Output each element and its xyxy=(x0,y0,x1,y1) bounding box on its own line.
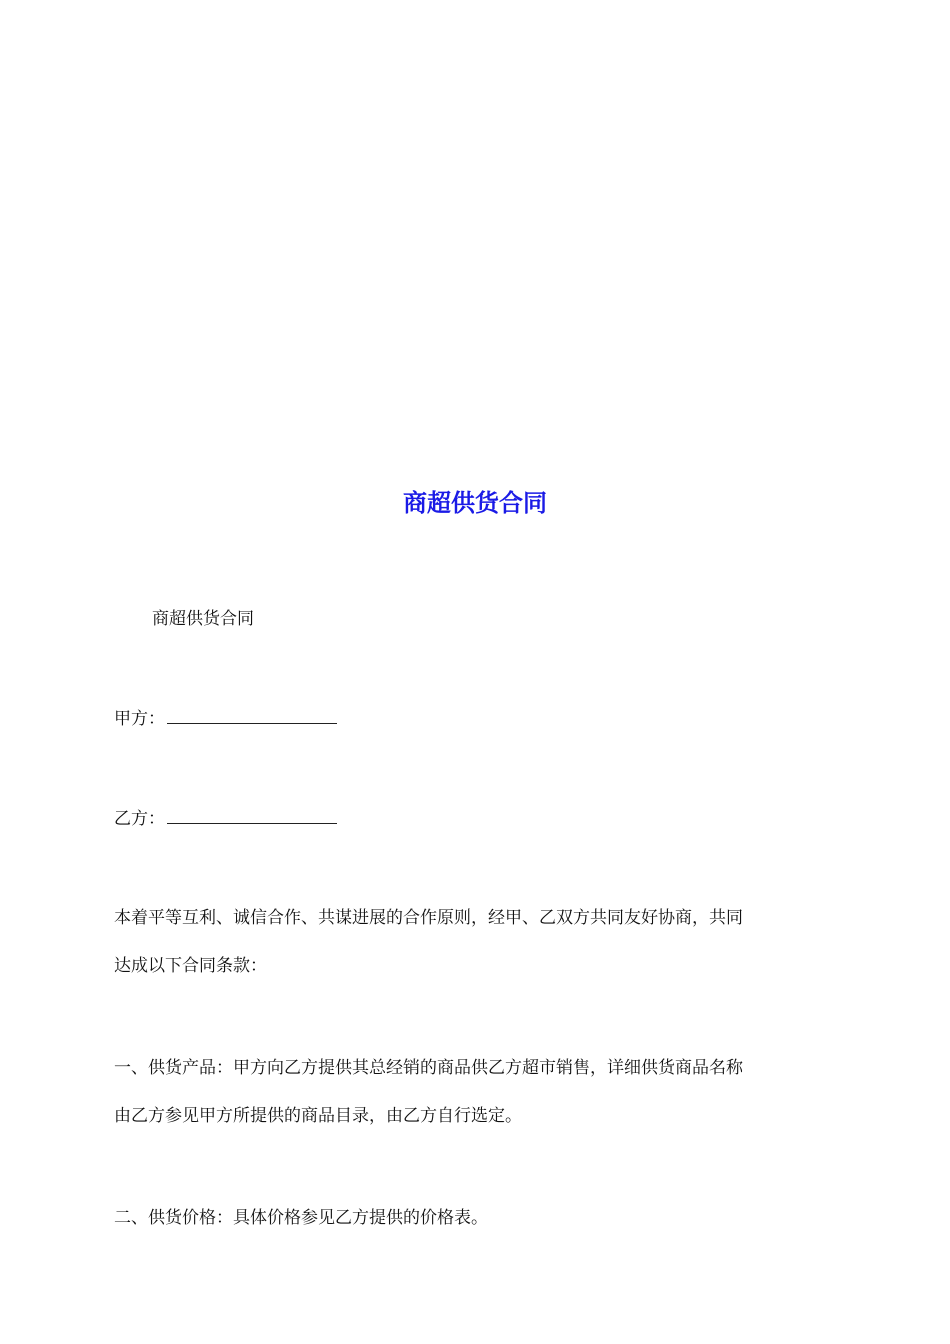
document-title: 商超供货合同 xyxy=(403,489,547,517)
party-b-line xyxy=(114,808,844,830)
clause-2-line-1: 二、供货价格：具体价格参见乙方提供的价格表。 xyxy=(114,1208,488,1228)
party-a-label: 甲方： xyxy=(114,709,165,729)
party-b-blank[interactable] xyxy=(167,809,337,824)
clause-1-line-2: 由乙方参见甲方所提供的商品目录，由乙方自行选定。 xyxy=(114,1106,522,1126)
intro-paragraph xyxy=(114,894,844,990)
intro-line-1: 本着平等互利、诚信合作、共谋进展的合作原则，经甲、乙双方共同友好协商，共同 xyxy=(114,908,743,928)
party-b-label: 乙方： xyxy=(114,809,165,829)
party-a-blank[interactable] xyxy=(167,709,337,724)
clause-2-paragraph xyxy=(114,1194,844,1242)
clause-1-paragraph xyxy=(114,1044,844,1140)
party-a-line xyxy=(114,708,844,730)
clause-1-line-1: 一、供货产品：甲方向乙方提供其总经销的商品供乙方超市销售，详细供货商品名称 xyxy=(114,1058,743,1078)
intro-line-2: 达成以下合同条款： xyxy=(114,956,267,976)
document-subtitle: 商超供货合同 xyxy=(152,609,254,629)
